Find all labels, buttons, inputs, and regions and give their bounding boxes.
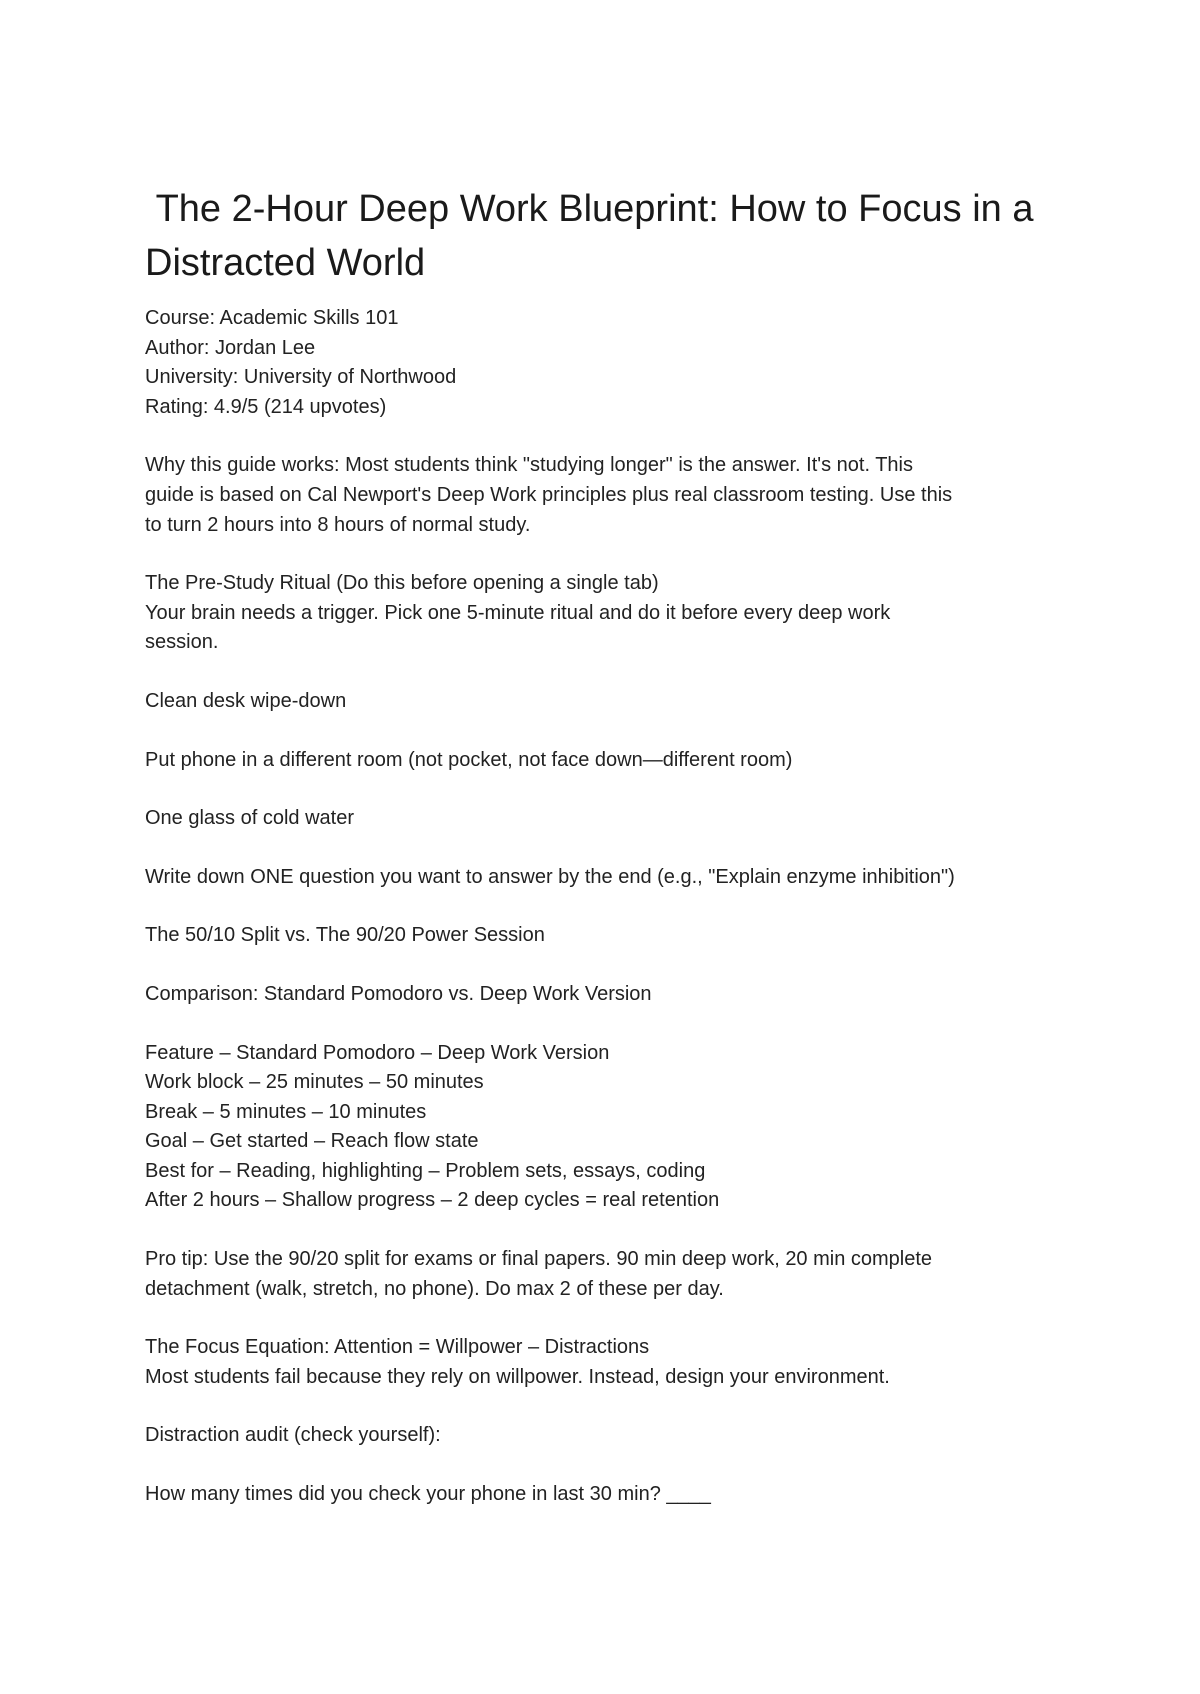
comparison-row: Goal – Get started – Reach flow state — [145, 1130, 479, 1153]
university-line: University: University of Northwood — [145, 366, 457, 389]
spacer — [145, 1304, 1085, 1333]
focus-body: Most students fail because they rely on willpower. Instead, design your environment. — [145, 1365, 890, 1388]
ritual-item: Write down ONE question you want to answer by the end (e.g., "Explain enzyme inhibition") — [145, 865, 955, 888]
focus-heading: The Focus Equation: Attention = Willpower – Distractions — [145, 1336, 650, 1359]
comparison-row: Best for – Reading, highlighting – Problem sets, essays, coding — [145, 1159, 706, 1182]
audit-title: Distraction audit (check yourself): — [145, 1424, 441, 1447]
comparison-row: After 2 hours – Shallow progress – 2 deep cycles = real retention — [145, 1189, 720, 1212]
ritual-item: Clean desk wipe-down — [145, 689, 347, 712]
comparison-row: Feature – Standard Pomodoro – Deep Work Version — [145, 1041, 610, 1064]
spacer — [145, 658, 1085, 687]
author-line: Author: Jordan Lee — [145, 336, 316, 359]
course-line: Course: Academic Skills 101 — [145, 307, 399, 329]
document-page — [145, 182, 1085, 1510]
spacer — [145, 951, 1085, 980]
rating-line: Rating: 4.9/5 (214 upvotes) — [145, 395, 387, 418]
spacer — [145, 540, 1085, 569]
comparison-title: Comparison: Standard Pomodoro vs. Deep Work Version — [145, 982, 652, 1005]
ritual-body-line: session. — [145, 631, 219, 654]
comparison-row: Work block – 25 minutes – 50 minutes — [145, 1071, 484, 1094]
spacer — [145, 892, 1085, 921]
audit-question: How many times did you check your phone in last 30 min? ____ — [145, 1483, 711, 1506]
spacer — [145, 834, 1085, 863]
spacer — [145, 775, 1085, 804]
spacer — [145, 717, 1085, 746]
comparison-row: Break – 5 minutes – 10 minutes — [145, 1100, 427, 1123]
document-title: The 2-Hour Deep Work Blueprint: How to Focus in a Distracted World — [145, 188, 1045, 284]
spacer — [145, 1216, 1085, 1245]
intro-line: guide is based on Cal Newport's Deep Work principles plus real classroom testing. Use this — [145, 483, 953, 506]
spacer — [145, 1010, 1085, 1039]
intro-line: to turn 2 hours into 8 hours of normal study. — [145, 513, 531, 536]
split-heading: The 50/10 Split vs. The 90/20 Power Session — [145, 924, 545, 947]
spacer — [145, 1392, 1085, 1421]
pro-tip-line: Pro tip: Use the 90/20 split for exams or final papers. 90 min deep work, 20 min complete — [145, 1248, 933, 1271]
ritual-item: Put phone in a different room (not pocket, not face down—different room) — [145, 748, 793, 771]
pro-tip-line: detachment (walk, stretch, no phone). Do max 2 of these per day. — [145, 1277, 724, 1300]
ritual-item: One glass of cold water — [145, 807, 354, 830]
spacer — [145, 422, 1085, 451]
ritual-body-line: Your brain needs a trigger. Pick one 5-minute ritual and do it before every deep work — [145, 601, 891, 624]
intro-line: Why this guide works: Most students think "studying longer" is the answer. It's not. This — [145, 454, 913, 477]
ritual-heading: The Pre-Study Ritual (Do this before opening a single tab) — [145, 572, 659, 595]
spacer — [145, 1451, 1085, 1480]
